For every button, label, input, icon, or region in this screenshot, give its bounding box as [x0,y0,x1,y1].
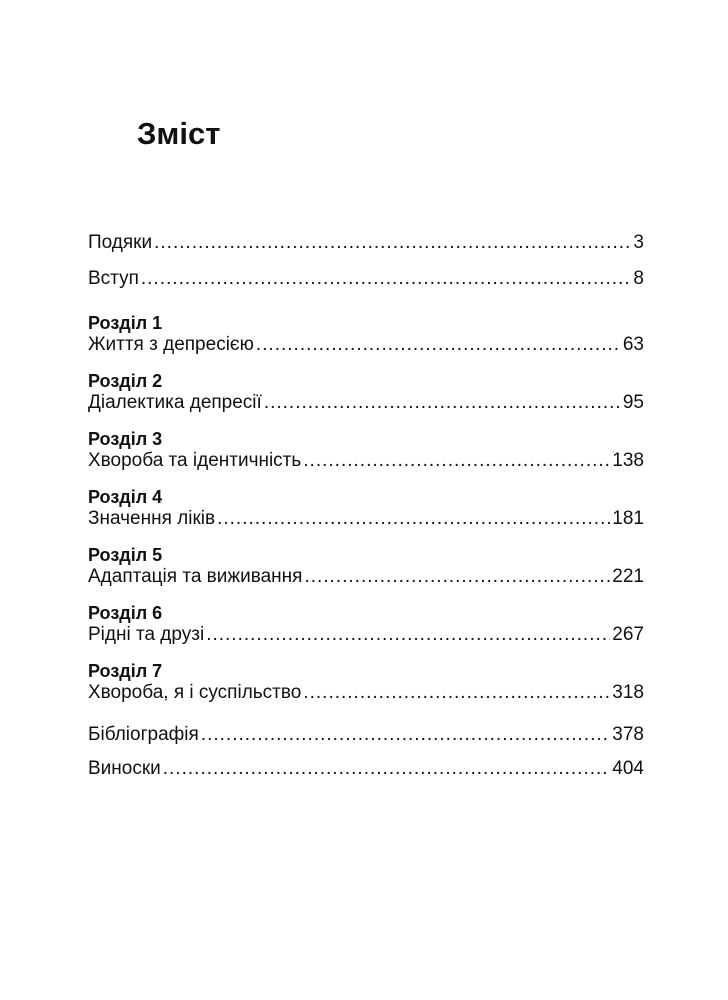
toc-entry-chapter-5[interactable] [88,566,644,588]
toc-entry-page: 3 [633,232,644,253]
toc-entry-label: Виноски [88,758,161,779]
dot-leader [154,232,631,254]
toc-entry-label: Вступ [88,268,139,289]
toc-entry-acknowledgements[interactable] [88,232,644,254]
dot-leader [304,566,610,588]
toc-entry-chapter-6[interactable] [88,624,644,646]
toc-entry-chapter-7[interactable] [88,682,644,704]
dot-leader [303,450,610,472]
table-of-contents [88,232,644,780]
dot-leader [217,508,610,530]
toc-entry-chapter-1[interactable] [88,334,644,356]
toc-chapter-3 [88,428,644,472]
toc-entry-page: 221 [612,566,644,587]
toc-entry-bibliography[interactable] [88,724,644,746]
toc-entry-label: Адаптація та виживання [88,566,303,587]
chapter-heading: Розділ 1 [88,313,163,333]
toc-entry-page: 404 [612,758,644,779]
toc-entry-label: Діалектика депресії [88,392,262,413]
toc-chapter-7 [88,660,644,704]
toc-entry-label: Рідні та друзі [88,624,205,645]
chapter-heading: Розділ 2 [88,371,163,391]
chapter-heading: Розділ 4 [88,487,163,507]
chapter-heading: Розділ 7 [88,661,163,681]
toc-entry-page: 318 [612,682,644,703]
toc-chapter-4 [88,486,644,530]
dot-leader [163,758,611,780]
toc-entry-page: 8 [633,268,644,289]
chapter-heading: Розділ 6 [88,603,163,623]
toc-entry-label: Бібліографія [88,724,199,745]
dot-leader [303,682,610,704]
toc-entry-page: 181 [612,508,644,529]
toc-entry-introduction[interactable] [88,268,644,290]
dot-leader [256,334,621,356]
toc-entry-chapter-2[interactable] [88,392,644,414]
toc-entry-label: Життя з депресією [88,334,254,355]
toc-entry-chapter-3[interactable] [88,450,644,472]
toc-entry-page: 95 [622,392,644,413]
toc-chapter-2 [88,370,644,414]
toc-entry-label: Подяки [88,232,153,253]
dot-leader [201,724,610,746]
toc-chapter-6 [88,602,644,646]
toc-entry-notes[interactable] [88,758,644,780]
page-title: Зміст [137,116,221,151]
toc-entry-page: 267 [612,624,644,645]
toc-entry-page: 138 [612,450,644,471]
dot-leader [264,392,621,414]
dot-leader [206,624,610,646]
toc-entry-label: Значення ліків [88,508,216,529]
toc-chapter-5 [88,544,644,588]
toc-entry-label: Хвороба, я і суспільство [88,682,302,703]
chapter-heading: Розділ 3 [88,429,163,449]
toc-entry-chapter-4[interactable] [88,508,644,530]
toc-entry-label: Хвороба та ідентичність [88,450,302,471]
chapter-heading: Розділ 5 [88,545,163,565]
toc-entry-page: 378 [612,724,644,745]
toc-chapter-1 [88,312,644,356]
dot-leader [141,268,632,290]
toc-entry-page: 63 [622,334,644,355]
